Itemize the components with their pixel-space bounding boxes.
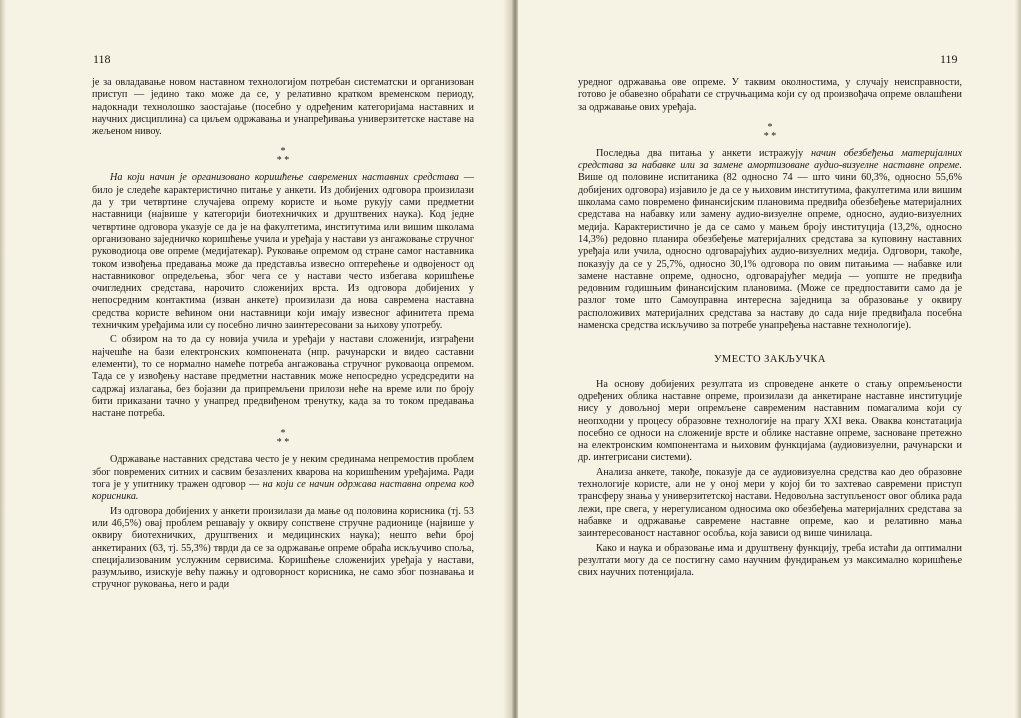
paragraph: На основу добијених резултата из спроведене анкете о стању опремљености одређених облика наставне опреме, произилази да анкетиране наставне институције нису у довољној мери опремљене савременим наставним помагалима који су неопходни у процесу образовне технологије на прагу XXI века. Оваква констатација посебно се односи на сложеније врсте и облике наставне опреме, засноване претежно на електронским компонентама и њиховим функцијама (аудиовизуелни, рачунарски и др. интегрисани системи). bbox=[578, 378, 962, 464]
italic-question: начин обезбеђења материјалних средстава за набавке или за замене амортизоване аудио-визуелне наставне опреме. bbox=[578, 147, 963, 172]
section-separator: * * * bbox=[276, 146, 290, 167]
right-page bbox=[518, 0, 1021, 718]
paragraph: уредног одржавања ове опреме. У таквим околностима, у случају неисправности, готово је обавезно обраћати се стручњацима који су од произвођача опреме овлашћени за одржавање ових уређаја. bbox=[578, 77, 962, 113]
paragraph: С обзиром на то да су новија учила и уређаји у настави сложенији, изграђени најчешће на бази електронских компонената (нпр. рачунарски и видео саставни елементи), то се нормално намеће потреба ангажовања стручног руковаоца опремом. Тада се у извођењу наставе предметни наставник може непосредно усредсредити на садржај излагања, без бојазни да припремљени прилози неће на време или по броју бити приказани тачно у унапред предвиђеном тренутку, када за то током предавања настане потреба. bbox=[92, 334, 474, 420]
page-number: 119 bbox=[940, 52, 958, 66]
section-separator: * * * bbox=[276, 428, 290, 449]
text-column bbox=[92, 77, 474, 594]
paragraph: Из одговора добијених у анкети произилази да мање од половина корисника (тј. 53 или 46,5%) овај проблем решавају у оквиру сопствене стручне радионице (највише у оквиру биотехничких, друштвених и медицинских наука); нешто већи број анкетираних (63, тј. 55,3%) тврди да се за одржавање опреме обраћа искључиво споља, специјализованим услужним сервисима. Коришћење сложенијих уређаја у настави, разумљиво, изискује већу пажњу и одговорност корисника, не само због познавања и стручног руковања, него и ради bbox=[92, 505, 474, 591]
paragraph: је за овладавање новом наставном технологијом потребан систематски и организован приступ — једино тако може да се, у релативно кратком временском периоду, надокнади технолошко заостајање (посебно у одређеним категоријама наставних и научних дисциплина) са циљем одржавања и унапређивања универзитетске наставе на жељеном нивоу. bbox=[92, 77, 474, 138]
italic-question: На који начин је организовано коришћење савремених наставних средстава bbox=[110, 172, 459, 184]
section-heading: УМЕСТО ЗАКЉУЧКА bbox=[713, 354, 827, 366]
italic-question: на који се начин одржава наставна опрема код корисника. bbox=[92, 479, 474, 503]
paragraph: Анализа анкете, такође, показује да се аудиовизуелна средства као део образовне технологије користе, али не у оној мери у којој би то захтевао савремени приступ трансферу знања у универзитетској настави. Недовољна заступљеност овог облика рада лежи, пре свега, у нерегулисаном односима око обезбеђења материјалних средстава за набавке и одржавање савремене наставне опреме, као и релативно мања заинтересованост наставног особља, која зависи од више чинилаца. bbox=[578, 466, 962, 540]
paragraph: На који начин је организовано коришћење савремених наставних средстава — било је следеће карактеристично питање у анкети. Из добијених одговора произилази да у три четвртине случајева опрему користе и њоме рукују сами предметни наставници (највише у категорији биотехничких и друштвених наука). Код једне четвртине одговора указује се да је на факултетима, институтима или вишим школама организовано заједничко коришћење учила и уређаја у настави уз ангажовање стручног руководиоца ове опреме (медијатекар). Руковање опремом од стране самог наставника током извођења предавања може да представља извесно оптерећење и одвојеност од наставниковог опредељења, због чега се у настави често избегава коришћење очигледних средстава, нарочито сложенијих врста. Из одговора добијених у непосредним контактима (изван анкете) произилази да нова савремена наставна средства користе већином они наставници који имају извесног афинитета према техничким уређајима или су посебно лично заинтересовани за њихову употребу. bbox=[92, 172, 475, 332]
page-number: 118 bbox=[93, 52, 111, 66]
page-edge-shadow bbox=[1015, 0, 1021, 718]
section-separator: * * * bbox=[763, 121, 777, 142]
paragraph: Како и наука и образовање има и друштвену функцију, треба истаћи да оптимални резултати могу да се постигну само научним фундирањем уз максимално коришћење свих научних потенцијала. bbox=[578, 542, 962, 579]
paragraph: Последња два питања у анкети истражују начин обезбеђења материјалних средстава за набавке или за замене амортизоване аудио-визуелне наставне опреме. Више од половине испитаника (82 односно 74 — што чини 60,3%, односно 55,6% добијених одговора) изјавило је да се у њиховим институтима, факултетима или вишим школама само повремено финансијским плановима предвиђа обезбеђење материјалних средстава на набавку или замену аудио-визуелне опреме, односно, аудио-визуелних медија. Карактеристично је да се само у мањем броју институција (13,2%, односно 14,3%) редовно планира обезбеђење материјалних средстава за куповину наставних уређаја или учила, односно одговарајућих аудио-визуелних медија. Одговори, такође, показују да се у 25,7%, односно 30,1% одговора по овим питањима — набавке или замене наставне опреме, односно, одговарајућег медија — уопште не предвиђа редовним годишњим финансијским плановима. (Може се предпоставити само да је разлог томе што Самоуправна интересна заједница за образовање у оквиру расположивих материјалних средстава за наставу до сада није предвиђала посебна наменска средства искључиво за потребе унапређења наставне технологије). bbox=[578, 147, 963, 332]
paragraph: Одржавање наставних средстава често је у неким срединама непремостив проблем због повремених ситних и сасвим безазлених кварова на коришћеним уређајима. Ради тога је у упитнику тражен одговор — на који се начин одржава наставна опрема код корисника. bbox=[92, 454, 474, 503]
text-column bbox=[578, 77, 962, 581]
page-edge-shadow bbox=[0, 0, 6, 718]
